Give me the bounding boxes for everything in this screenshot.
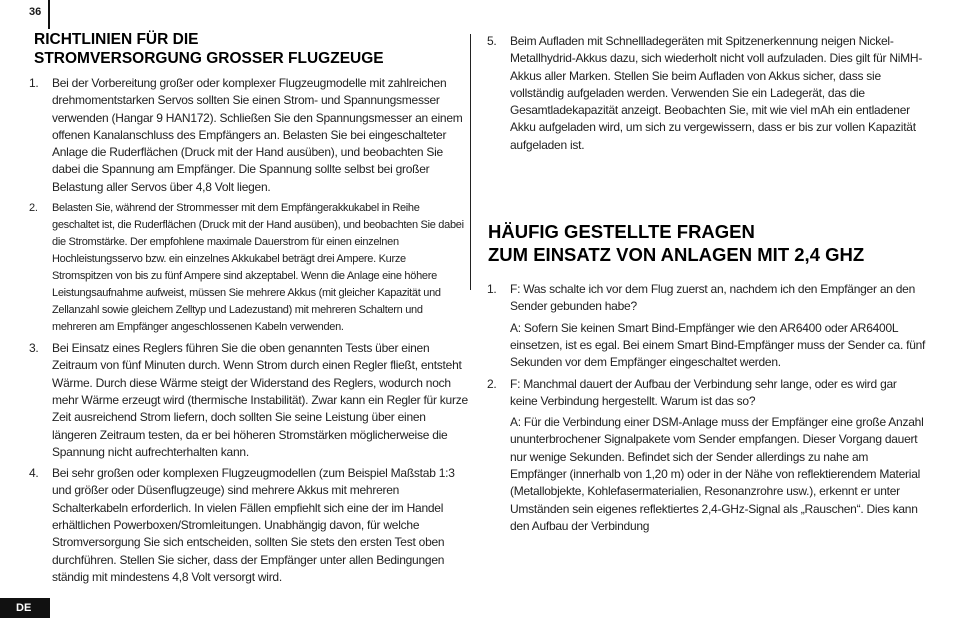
column-divider — [470, 34, 471, 290]
heading-line-2: ZUM EINSATZ VON ANLAGEN MIT 2,4 GHZ — [488, 244, 865, 266]
language-tag: DE — [0, 598, 50, 618]
heading-line-2: STROMVERSORGUNG GROSSER FLUGZEUGE — [34, 50, 384, 67]
faq-question: F: Manchmal dauert der Aufbau der Verbindung sehr lange, oder es wird gar keine Verbindung hergestellt. Warum ist das so? — [510, 376, 897, 408]
item-number: 2. — [29, 202, 38, 215]
item-number: 5. — [487, 34, 497, 48]
power-guidelines-list — [29, 75, 469, 586]
list-item — [487, 33, 927, 154]
faq-list — [487, 281, 927, 535]
item-text: Bei sehr großen oder komplexen Flugzeugmodellen (zum Beispiel Maßstab 1:3 und größer oder Düsenflugzeuge) sind mehrere Akkus mit mehreren Schalterkabeln erforderlich. In vielen Fällen empfiehlt sich eine der im Handel erhältlichen Powerboxen/Stromleitungen. Unabhängig davon, für welche Stromversorgung Sie sich entscheiden, sollten Sie stets den ersten Test oben durchführen. Stellen Sie sicher, dass der Empfänger unter allen Bedingungen ständig mit mindestens 4,8 Volt versorgt wird. — [52, 466, 455, 584]
item-text: Beim Aufladen mit Schnellladegeräten mit Spitzenerkennung neigen Nickel-Metallhydrid-Akkus dazu, sich wiederholt nicht voll aufzuladen. Dies gilt für NiMH-Akkus aller Marken. Stellen Sie beim Aufladen von Akkus sicher, dass sie vollständig aufgeladen werden. Verwenden Sie ein Ladegerät, das die Gesamtladekapazität anzeigt. Beobachten Sie, mit wie viel mAh ein entladener Akku aufgeladen wird, um sich zu vergewissern, dass er bis zur vollen Kapazität aufgeladen ist. — [510, 34, 923, 152]
item-number: 2. — [487, 376, 497, 391]
section-spacer — [487, 158, 927, 220]
faq-question: F: Was schalte ich vor dem Flug zuerst an, nachdem ich den Empfänger an den Sender gebunden habe? — [510, 282, 916, 314]
item-text: Bei Einsatz eines Reglers führen Sie die oben genannten Tests über einen Zeitraum von fünf Minuten durch. Wenn Strom durch einen Regler fließt, entsteht Wärme. Durch diese Wärme steigt der Widerstand des Reglers, wodurch noch mehr Wärme erzeugt wird (thermische Instabilität). Zwar kann ein Regler für kurze Zeit ausreichend Strom liefern, doch sollten Sie seine Leistung über einen längeren Zeitraum testen, da er bei höheren Stromstärken möglicherweise die Spannung nicht aufrechterhalten kann. — [52, 341, 468, 459]
right-column — [487, 33, 927, 539]
section-heading-faq — [488, 220, 927, 266]
heading-line-1: RICHTLINIEN FÜR DIE — [34, 31, 199, 48]
list-item — [29, 340, 469, 461]
list-item — [29, 465, 469, 586]
item-text: Belasten Sie, während der Strommesser mit dem Empfängerakkukabel in Reihe geschaltet ist, die Ruderflächen (Druck mit der Hand ausüben), und beobachten Sie dabei die Stromstärke. Der empfohlene maximale Dauerstrom für einen einzelnen Hochleistungsservo bzw. ein einzelnes Akkukabel beträgt drei Ampere. Kurze Stromspitzen von bis zu fünf Ampere sind akzeptabel. Wenn die Anlage eine höhere Leistungsaufnahme aufweist, müssen Sie mehrere Akkus (mit gleicher Kapazität und Zellanzahl sowie gleichem Zelltyp und Ladezustand) mit mehreren Schaltern und mehreren am Empfänger angeschlossenen Kabeln verwenden. — [52, 202, 464, 334]
item-number: 3. — [29, 341, 39, 356]
section-heading-power — [34, 30, 469, 68]
power-guidelines-continued — [487, 33, 927, 154]
page-number: 36 — [29, 6, 42, 18]
left-column — [29, 30, 469, 590]
item-number: 4. — [29, 466, 39, 481]
list-item — [29, 75, 469, 196]
faq-item — [487, 281, 927, 371]
item-number: 1. — [29, 76, 39, 90]
faq-item — [487, 376, 927, 536]
corner-rule — [48, 0, 50, 29]
faq-answer: A: Für die Verbindung einer DSM-Anlage muss der Empfänger eine große Anzahl ununterbrochener Signalpakete vom Sender empfangen. Dieser Vorgang dauert nur wenige Sekunden. Befindet sich der Sender allerdings zu nahe am Empfänger (innerhalb von 1,20 m) oder in der Nähe von reflektierendem Material (Metallobjekte, Kohlefasermaterialien, Resonanzrohre usw.), erkennt er unter Umständen sein eigenes reflektiertes 2,4-GHz-Signal als „Rauschen“. Dies kann den Aufbau der Verbindung — [510, 415, 924, 533]
heading-line-1: HÄUFIG GESTELLTE FRAGEN — [488, 221, 755, 243]
list-item — [29, 200, 469, 336]
item-text: Bei der Vorbereitung großer oder komplexer Flugzeugmodelle mit zahlreichen drehmomentstarken Servos sollten Sie einen Strom- und Spannungsmesser verwenden (Hangar 9 HAN172). Schließen Sie den Spannungsmesser an einem offenen Kanalanschluss des Empfängers an. Belasten Sie bei eingeschalteter Anlage die Ruderflächen (Druck mit der Hand ausüben), und beobachten Sie dabei die Spannung am Empfänger. Die Spannung sollte selbst bei großer Belastung aller Servos über 4,8 Volt liegen. — [52, 76, 463, 194]
faq-answer: A: Sofern Sie keinen Smart Bind-Empfänger wie den AR6400 oder AR6400L einsetzen, ist es egal. Bei einem Smart Bind-Empfänger muss der Sender ca. fünf Sekunden vor dem Empfänger eingeschaltet werden. — [510, 320, 926, 370]
item-number: 1. — [487, 282, 497, 297]
